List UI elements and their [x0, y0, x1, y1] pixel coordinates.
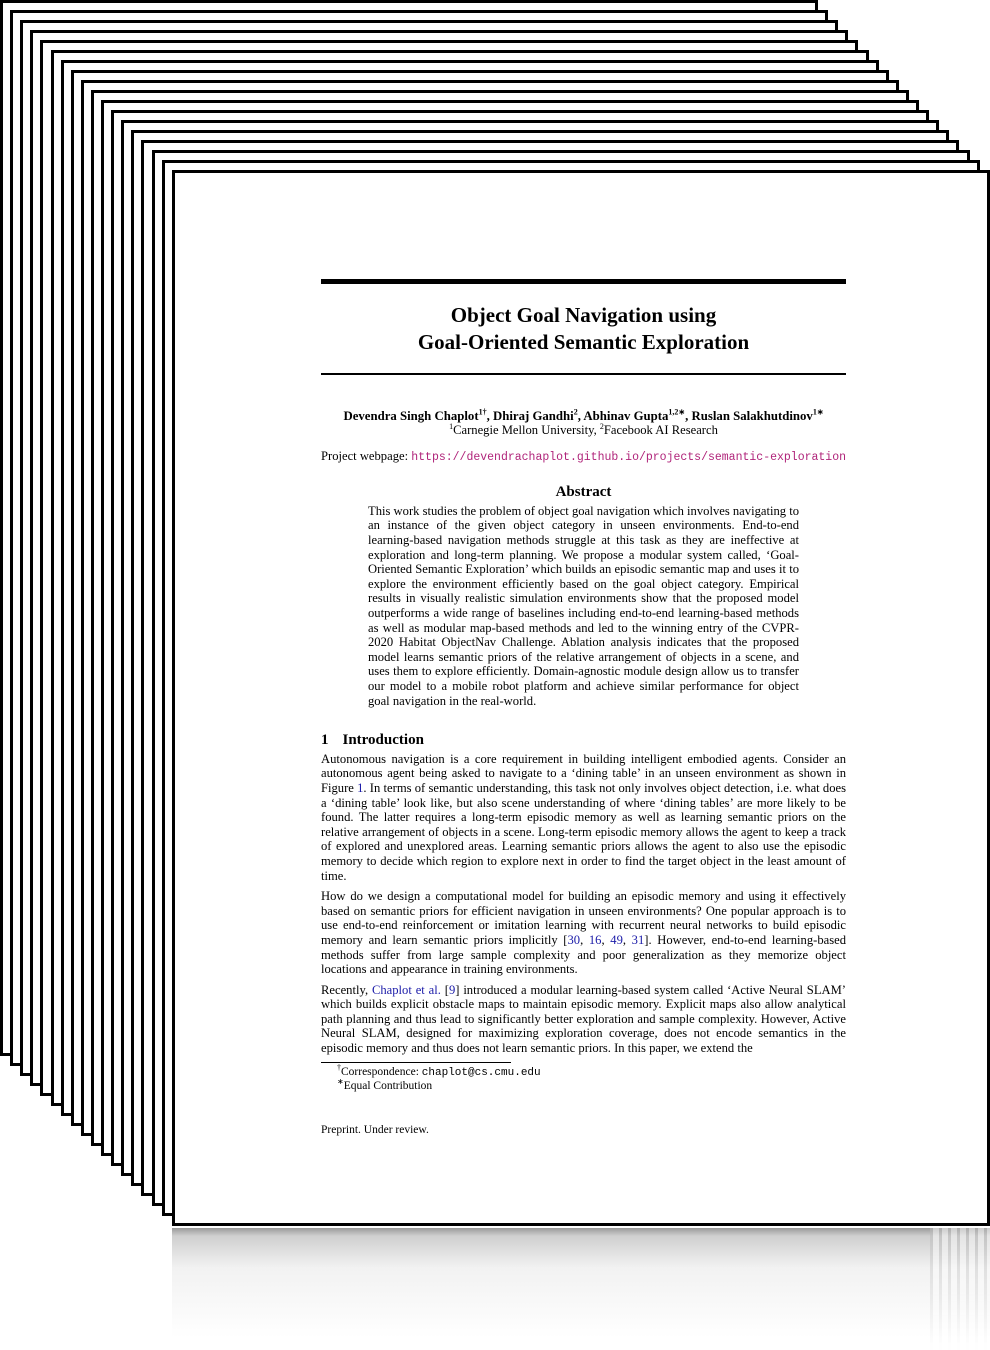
- author-mark: 2: [573, 407, 578, 417]
- text: Correspondence:: [341, 1065, 422, 1078]
- title-bottom-rule: [321, 373, 846, 375]
- figure-ref-link[interactable]: 1: [357, 780, 364, 795]
- page-reflection: [172, 1228, 990, 1350]
- footnote-mark: †: [337, 1062, 341, 1072]
- author-mark: 1,2∗: [668, 407, 686, 417]
- paper-first-page: [172, 170, 990, 1226]
- text: . In terms of semantic understanding, this task not only involves object detection, i.e. what does a ‘dining table’ look like, but also scene understanding of where ‘dining tables’ are more likely to be found. The latter requires a long-term episodic memory as well as learning semantic priors on the relative arrangement of objects in a scene. Long-term episodic memory allows the agent to keep a track of explored and unexplored areas. Learning semantic priors allows the agent to also use the episodic memory to decide which region to explore next in order to find the target object in the least amount of time.: [321, 780, 847, 883]
- paper-title: [321, 302, 846, 356]
- footnote-mark: ∗: [337, 1076, 344, 1086]
- text: introduced a modular learning-based system called ‘Active Neural SLAM’ which builds explicit obstacle maps to maintain episodic memory. Explicit maps also allow analytical path planning and thus lead to significantly better exploration and sample complexity. However, Active Neural SLAM, designed for maximizing exploration coverage, does not encode semantics in the episodic memory and thus does not learn semantic priors. In this paper, we extend the: [321, 982, 846, 1056]
- affiliation-mark: 1: [449, 421, 454, 431]
- author-name: Dhiraj Gandhi: [493, 408, 574, 423]
- author-name: Devendra Singh Chaplot: [343, 408, 479, 423]
- footnote-rule: [321, 1062, 511, 1063]
- author-mark: 1∗: [812, 407, 824, 417]
- citation-link[interactable]: 16: [588, 932, 602, 947]
- abstract-heading: Abstract: [555, 484, 612, 501]
- affiliation: Carnegie Mellon University: [453, 423, 594, 438]
- text: Recently,: [321, 982, 372, 997]
- author-mark: 1†: [478, 407, 487, 417]
- text: How do we design a computational model for building an episodic memory and using it effectively based on semantic priors for efficient navigation in unseen environments? One popular approach is to use end-to-end reinforcement or imitation learning with recurrent neural networks to build episodic memory and learn semantic priors implicitly [: [321, 889, 846, 947]
- title-line-1: Object Goal Navigation using: [450, 303, 717, 327]
- text: Equal Contribution: [343, 1079, 433, 1092]
- citation-link[interactable]: Chaplot et al.: [371, 982, 441, 997]
- email: chaplot@cs.cmu.edu: [421, 1066, 541, 1079]
- author-name: Ruslan Salakhutdinov: [691, 408, 813, 423]
- citation-link[interactable]: 9: [448, 982, 456, 997]
- affiliation: Facebook AI Research: [603, 423, 718, 438]
- citation-link[interactable]: 30: [567, 932, 581, 947]
- section-number: 1: [321, 732, 329, 749]
- abstract-text: This work studies the problem of object goal navigation which involves navigating to an instance of the given object category in unseen environments. End-to-end learning-based navigation methods struggle at this task as they are ineffective at exploration and long-term planning. We propose a modular system called, ‘Goal-Oriented Semantic Exploration’ which builds an episodic semantic map and uses it to explore the environment efficiently based on the goal object category. Empirical results in visually realistic simulation environments show that the proposed model outperforms a wide range of baselines including end-to-end learning-based methods as well as modular map-based methods and led to the winning entry of the CVPR-2020 Habitat ObjectNav Challenge. Ablation analysis indicates that the proposed model learns semantic priors of the relative arrangement of objects in a scene, and uses them to explore efficiently. Domain-agnostic module design allow us to transfer our model to a mobile robot platform and achieve similar performance for object goal navigation in the real-world.: [368, 503, 799, 708]
- webpage-label: Project webpage:: [321, 448, 409, 463]
- footnote-equal: [321, 1076, 846, 1093]
- text: ]. However, end-to-end learning-based methods suffer from large sample complexity and poor generalization as they memorize object locations and appearance in training environments.: [321, 932, 846, 977]
- title-line-2: Goal-Oriented Semantic Exploration: [417, 330, 750, 354]
- author-name: Abhinav Gupta: [583, 408, 669, 423]
- intro-paragraph-3: Recently, Chaplot et al. [9] introduced a modular learning-based system called ‘Active Neural SLAM’ which builds explicit obstacle maps to maintain episodic memory. Explicit maps also allow analytical path planning and thus lead to significantly better exploration and sample complexity. However, Active Neural SLAM, designed for maximizing exploration coverage, does not encode semantics in the episodic memory and thus does not learn semantic priors. In this paper, we extend the: [321, 982, 846, 1056]
- affiliations: $^1$Carnegie Mellon University, $^2$Facebook AI Research: [449, 421, 718, 438]
- preprint-note: Preprint. Under review.: [321, 1123, 429, 1136]
- affiliation-mark: 2: [599, 421, 604, 431]
- section-title: Introduction: [342, 732, 424, 749]
- citation-link[interactable]: 31: [631, 932, 645, 947]
- title-top-rule: [321, 279, 846, 284]
- section-heading: [321, 733, 846, 748]
- intro-paragraph-2: How do we design a computational model for building an episodic memory and using it effectively based on semantic priors for efficient navigation in unseen environments? One popular approach is to use end-to-end reinforcement or imitation learning with recurrent neural networks to build episodic memory and learn semantic priors implicitly [30, 16, 49, 31]. However, end-to-end learning-based methods suffer from large sample complexity and poor generalization as they memorize object locations and appearance in training environments.: [321, 889, 846, 977]
- intro-paragraph-1: [321, 752, 846, 883]
- text: Autonomous navigation is a core requirement in building intelligent embodied agents. Consider an autonomous agent being asked to navigate to a ‘dining table’ in an unseen environment as shown in Figure: [321, 751, 846, 795]
- author-list: Devendra Singh Chaplot$^{1\dagger}$, Dhiraj Gandhi$^2$, Abhinav Gupta$^{1,2∗}$, Ruslan Salakhutdinov$^{1∗}$: [343, 407, 824, 423]
- project-webpage: [321, 449, 846, 466]
- citation-link[interactable]: 49: [610, 932, 623, 947]
- footnote-correspondence: [321, 1062, 846, 1080]
- webpage-link[interactable]: https://devendrachaplot.github.io/projects/semantic-exploration: [411, 450, 847, 464]
